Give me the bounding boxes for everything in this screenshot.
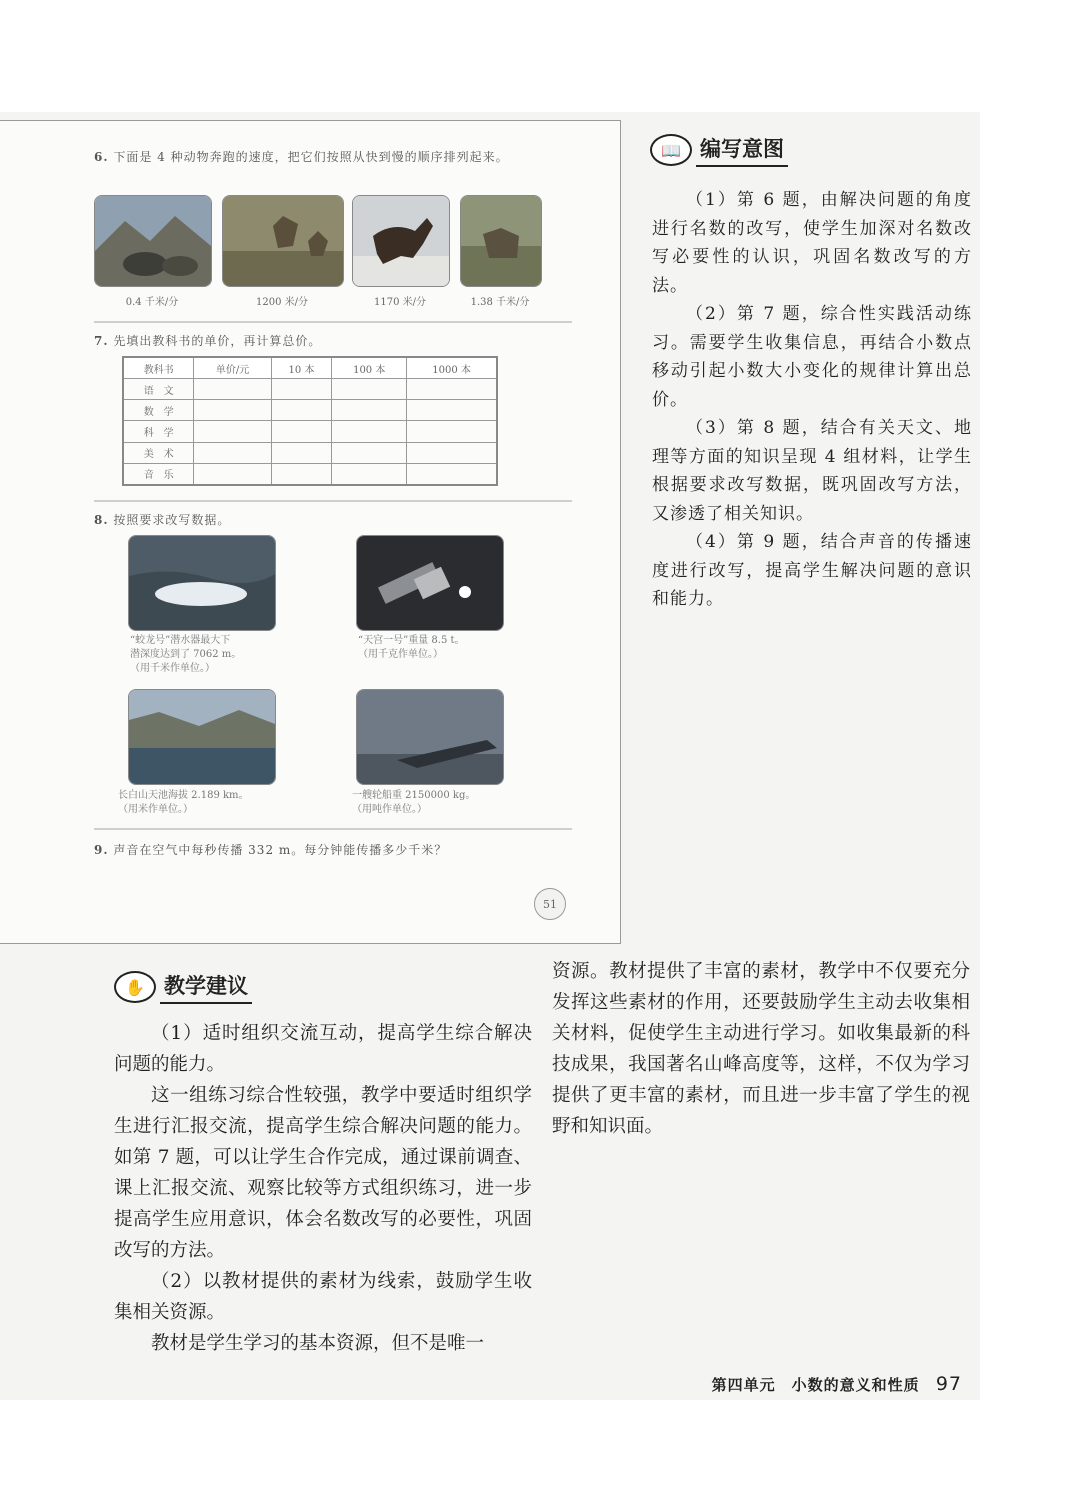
note-title: 编写意图 bbox=[696, 133, 788, 167]
column-header: 1000 本 bbox=[407, 357, 497, 379]
suggestion-paragraph: （1）适时组织交流互动，提高学生综合解决问题的能力。 bbox=[114, 1023, 532, 1075]
suggestion-heading bbox=[114, 970, 252, 1004]
caption-line: （用千克作单位。） bbox=[358, 649, 443, 660]
suggestion-left-column bbox=[114, 1018, 532, 1359]
caption-line: 潜深度达到了 7062 m。 bbox=[130, 649, 242, 660]
suggestion-paragraph: 这一组练习综合性较强，教学中要适时组织学生进行汇报交流，提高学生综合解决问题的能力。如第 7 题，可以让学生合作完成，通过课前调查、课上汇报交流、观察比较等方式组织练习，进一步提高学生应用意识，体会名数改写的必要性，巩固改写的方法。 bbox=[114, 1085, 532, 1261]
caption-line: （用吨作单位。） bbox=[352, 804, 427, 815]
submarine-photo bbox=[128, 535, 276, 631]
caption-line: （用千米作单位。） bbox=[130, 663, 215, 674]
caption-submarine bbox=[130, 634, 290, 676]
exercise-number: 8. bbox=[94, 513, 109, 527]
note-paragraph: （2）第 7 题，综合性实践活动练习。需要学生收集信息，再结合小数点移动引起小数大小变化的规律计算出总价。 bbox=[652, 304, 972, 410]
caption-line: 一艘轮船重 2150000 kg。 bbox=[352, 790, 476, 801]
exercise-6 bbox=[94, 147, 564, 167]
speed-label: 0.4 千米/分 bbox=[125, 297, 179, 308]
exercise-text: 按照要求改写数据。 bbox=[113, 513, 231, 527]
antelope-photo bbox=[460, 195, 542, 287]
speed-label: 1.38 千米/分 bbox=[470, 297, 530, 308]
table-row bbox=[123, 421, 497, 442]
exercise-text: 先填出教科书的单价，再计算总价。 bbox=[113, 334, 322, 348]
exercise-text: 下面是 4 种动物奔跑的速度，把它们按照从快到慢的顺序排列起来。 bbox=[113, 150, 509, 164]
divider bbox=[94, 321, 572, 323]
ship-photo bbox=[356, 689, 504, 785]
exercise-7 bbox=[94, 331, 564, 351]
caption-ship bbox=[352, 789, 542, 817]
note-paragraph: （3）第 8 题，结合有关天文、地理等方面的知识呈现 4 组材料，让学生根据要求改写数据，既巩固改写方法，又渗透了相关知识。 bbox=[652, 418, 972, 524]
exercise-9 bbox=[94, 840, 564, 860]
suggestion-paragraph: 教材是学生学习的基本资源，但不是唯一 bbox=[151, 1333, 485, 1354]
divider bbox=[94, 500, 572, 502]
page-number: 97 bbox=[935, 1373, 962, 1395]
exercise-text: 声音在空气中每秒传播 332 m。每分钟能传播多少千米？ bbox=[113, 843, 448, 857]
table-row bbox=[123, 463, 497, 485]
row-label: 语 文 bbox=[123, 379, 194, 400]
caption-line: （用米作单位。） bbox=[118, 804, 193, 815]
price-table bbox=[122, 356, 498, 486]
table-header-row bbox=[123, 357, 497, 379]
table-row bbox=[123, 442, 497, 463]
divider bbox=[94, 828, 572, 830]
row-label: 美 术 bbox=[123, 442, 194, 463]
horse-photo bbox=[352, 195, 450, 287]
exercise-number: 9. bbox=[94, 843, 109, 857]
rhino-photo bbox=[94, 195, 212, 287]
suggestion-paragraph: （2）以教材提供的素材为线索，鼓励学生收集相关资源。 bbox=[114, 1271, 532, 1323]
caption-line: “蛟龙号”潜水器最大下 bbox=[130, 635, 231, 646]
speed-label: 1200 米/分 bbox=[256, 297, 308, 308]
unit-title: 第四单元 小数的意义和性质 bbox=[711, 1376, 920, 1394]
table-row bbox=[123, 379, 497, 400]
caption-line: 长白山天池海拔 2.189 km。 bbox=[118, 790, 249, 801]
space-station-photo bbox=[356, 535, 504, 631]
column-header: 单价/元 bbox=[194, 357, 271, 379]
note-paragraph: （4）第 9 题，结合声音的传播速度进行改写，提高学生解决问题的意识和能力。 bbox=[652, 532, 972, 609]
suggestion-paragraph: 资源。教材提供了丰富的素材，教学中不仅要充分发挥这些素材的作用，还要鼓励学生主动去收集相关材料，促使学生主动进行学习。如收集最新的科技成果，我国著名山峰高度等，这样，不仅为学习提供了更丰富的素材，而且进一步丰富了学生的视野和知识面。 bbox=[552, 961, 970, 1137]
deer-photo bbox=[222, 195, 344, 287]
suggestion-right-column bbox=[552, 956, 970, 1142]
note-paragraph: （1）第 6 题，由解决问题的角度进行名数的改写，使学生加深对名数改写必要性的认识，巩固名数改写的方法。 bbox=[652, 190, 972, 296]
lake-photo bbox=[128, 689, 276, 785]
column-header: 10 本 bbox=[271, 357, 332, 379]
exercise-number: 6. bbox=[94, 150, 109, 164]
exercise-number: 7. bbox=[94, 334, 109, 348]
textbook-page-number: 51 bbox=[534, 888, 566, 920]
row-label: 数 学 bbox=[123, 400, 194, 421]
caption-lake bbox=[118, 789, 308, 817]
row-label: 音 乐 bbox=[123, 463, 194, 485]
exercise-8 bbox=[94, 510, 564, 530]
textbook-page bbox=[0, 120, 621, 944]
speed-label: 1170 米/分 bbox=[374, 297, 426, 308]
hand-icon: ✋ bbox=[114, 971, 156, 1003]
note-heading bbox=[650, 133, 788, 167]
table-row bbox=[123, 400, 497, 421]
book-icon: 📖 bbox=[650, 134, 692, 166]
suggestion-title: 教学建议 bbox=[160, 970, 252, 1004]
caption-space-station bbox=[358, 634, 518, 662]
column-header: 100 本 bbox=[332, 357, 407, 379]
row-label: 科 学 bbox=[123, 421, 194, 442]
column-header: 教科书 bbox=[123, 357, 194, 379]
page-footer bbox=[712, 1373, 962, 1395]
note-body bbox=[652, 186, 972, 614]
caption-line: “天宫一号”重量 8.5 t。 bbox=[358, 635, 465, 646]
